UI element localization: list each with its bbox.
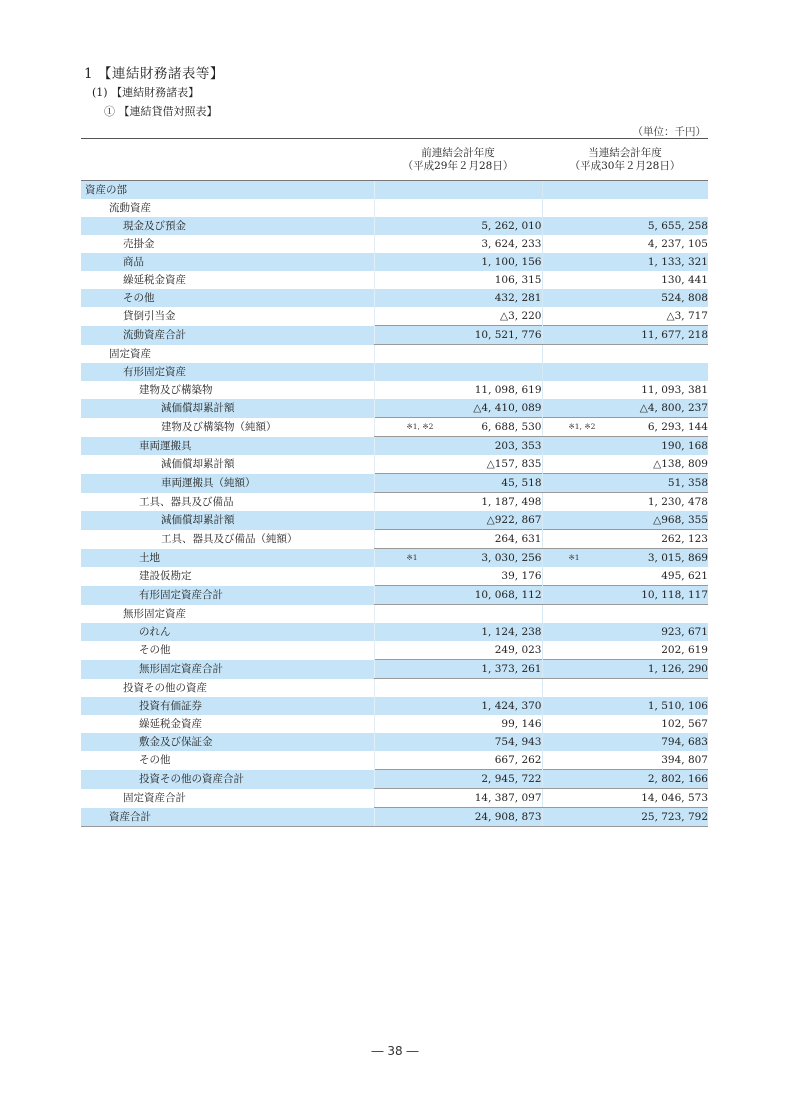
curr-value: 6, 293, 144 xyxy=(647,421,708,433)
curr-value-cell xyxy=(542,381,708,399)
header-curr-date: （平成30年２月28日） xyxy=(569,159,681,172)
prev-value: 432, 281 xyxy=(494,292,542,304)
curr-value: 190, 168 xyxy=(661,440,708,452)
table-row xyxy=(81,789,708,808)
prev-value-cell xyxy=(374,623,542,641)
row-label: のれん xyxy=(81,623,374,641)
prev-value-cell xyxy=(374,345,542,364)
prev-value: 754, 943 xyxy=(494,736,542,748)
curr-value-cell xyxy=(542,493,708,512)
prev-value: 3, 030, 256 xyxy=(481,552,542,564)
curr-value-cell xyxy=(542,418,708,437)
curr-value-cell xyxy=(542,679,708,698)
prev-value-cell xyxy=(374,199,542,217)
curr-value: 102, 567 xyxy=(661,718,708,730)
footnote-marker: ※1 xyxy=(568,553,580,562)
table-row xyxy=(81,271,708,289)
curr-value: 394, 807 xyxy=(661,754,708,766)
prev-value-cell xyxy=(374,567,542,586)
prev-value-cell xyxy=(374,641,542,660)
prev-value: △157, 835 xyxy=(486,458,542,470)
table-row xyxy=(81,235,708,253)
table-row xyxy=(81,567,708,586)
row-label: 建物及び構築物 xyxy=(139,384,213,396)
row-label: 繰延税金資産 xyxy=(123,274,186,286)
table-row xyxy=(81,623,708,641)
prev-value: △922, 867 xyxy=(486,514,542,526)
table-row xyxy=(81,733,708,751)
prev-value-cell xyxy=(374,253,542,271)
curr-value-cell xyxy=(542,326,708,345)
prev-value-cell xyxy=(374,289,542,307)
curr-value: 10, 118, 117 xyxy=(641,589,708,601)
table-row xyxy=(81,530,708,549)
table-row xyxy=(81,253,708,271)
prev-value: 11, 098, 619 xyxy=(474,384,542,396)
curr-value-cell xyxy=(542,289,708,307)
row-label: 敷金及び保証金 xyxy=(81,733,374,751)
row-label: 減価償却累計額 xyxy=(81,511,374,530)
prev-value: △3, 220 xyxy=(500,310,542,322)
row-label: 投資その他の資産 xyxy=(123,681,207,694)
curr-value: 130, 441 xyxy=(661,274,708,286)
curr-value-cell xyxy=(542,751,708,770)
prev-value: 203, 353 xyxy=(494,440,542,452)
prev-value: 1, 100, 156 xyxy=(481,256,542,268)
prev-value: 10, 068, 112 xyxy=(474,589,542,601)
curr-value-cell xyxy=(542,399,708,418)
table-row xyxy=(81,641,708,660)
prev-value-cell xyxy=(374,271,542,289)
prev-value: 1, 424, 370 xyxy=(481,700,542,712)
table-row xyxy=(81,511,708,530)
prev-value: 2, 945, 722 xyxy=(481,773,542,785)
table-row xyxy=(81,549,708,568)
footnote-marker: ※1 xyxy=(406,553,418,562)
row-label: 無形固定資産 xyxy=(123,607,186,620)
prev-value: 1, 187, 498 xyxy=(481,496,542,508)
table-row xyxy=(81,586,708,605)
row-label: 固定資産 xyxy=(109,347,151,360)
curr-value: △4, 800, 237 xyxy=(639,402,708,414)
subsection-heading: (1) 【連結財務諸表】 xyxy=(92,86,200,99)
curr-value: 1, 230, 478 xyxy=(647,496,708,508)
curr-value: 1, 510, 106 xyxy=(647,700,708,712)
page-number: ― 38 ― xyxy=(371,1044,419,1058)
curr-value-cell xyxy=(542,181,708,200)
prev-value-cell xyxy=(374,660,542,679)
prev-value-cell xyxy=(374,511,542,530)
curr-value-cell xyxy=(542,567,708,586)
curr-value-cell xyxy=(542,549,708,568)
header-prev-year xyxy=(374,139,542,181)
row-label: 工具、器具及び備品（純額） xyxy=(161,533,298,545)
curr-value-cell xyxy=(542,253,708,271)
curr-value-cell xyxy=(542,789,708,808)
table-row xyxy=(81,199,708,217)
table-row xyxy=(81,437,708,456)
prev-value-cell xyxy=(374,530,542,549)
table-row xyxy=(81,493,708,512)
row-label: 資産合計 xyxy=(81,808,374,827)
curr-value-cell xyxy=(542,217,708,235)
table-row xyxy=(81,363,708,381)
table-row xyxy=(81,455,708,474)
table-row xyxy=(81,808,708,827)
prev-value-cell xyxy=(374,217,542,235)
row-label: 無形固定資産合計 xyxy=(81,660,374,679)
curr-value-cell xyxy=(542,808,708,827)
curr-value: 4, 237, 105 xyxy=(647,238,708,250)
header-curr-year xyxy=(542,139,708,181)
row-label: 固定資産合計 xyxy=(123,792,186,804)
row-label: 現金及び預金 xyxy=(81,217,374,235)
prev-value-cell xyxy=(374,418,542,437)
prev-value-cell xyxy=(374,381,542,399)
prev-value-cell xyxy=(374,399,542,418)
prev-value-cell xyxy=(374,363,542,381)
curr-value-cell xyxy=(542,586,708,605)
row-label: 建設仮勘定 xyxy=(139,570,192,583)
prev-value: 249, 023 xyxy=(494,644,542,656)
prev-value-cell xyxy=(374,437,542,456)
table-row xyxy=(81,660,708,679)
table-row xyxy=(81,289,708,307)
row-label: 流動資産合計 xyxy=(81,326,374,345)
prev-value-cell xyxy=(374,679,542,698)
curr-value-cell xyxy=(542,660,708,679)
curr-value-cell xyxy=(542,363,708,381)
header-label-cell xyxy=(81,139,374,181)
table-row xyxy=(81,345,708,364)
curr-value: 923, 671 xyxy=(661,626,708,638)
prev-value-cell xyxy=(374,181,542,200)
curr-value-cell xyxy=(542,605,708,624)
prev-value: 45, 518 xyxy=(501,477,542,489)
row-label: その他 xyxy=(139,644,171,657)
table-row xyxy=(81,679,708,698)
prev-value: 6, 688, 530 xyxy=(481,421,542,433)
curr-value-cell xyxy=(542,715,708,733)
table-row xyxy=(81,418,708,437)
prev-value: 24, 908, 873 xyxy=(474,811,542,823)
table-row xyxy=(81,307,708,326)
curr-value: 262, 123 xyxy=(661,533,708,545)
curr-value: △138, 809 xyxy=(653,458,708,470)
table-body xyxy=(81,181,708,827)
prev-value: 3, 624, 233 xyxy=(481,238,542,250)
curr-value-cell xyxy=(542,623,708,641)
curr-value-cell xyxy=(542,511,708,530)
footnote-marker: ※1, ※2 xyxy=(406,422,434,431)
table-row xyxy=(81,181,708,200)
table-row xyxy=(81,474,708,493)
curr-value: △968, 355 xyxy=(653,514,708,526)
header-curr-title: 当連結会計年度 xyxy=(588,146,662,159)
prev-value: 264, 631 xyxy=(494,533,542,545)
row-label: 減価償却累計額 xyxy=(81,399,374,418)
row-label: 車両運搬具 xyxy=(81,437,374,456)
prev-value: 1, 124, 238 xyxy=(481,626,542,638)
row-label: 繰延税金資産 xyxy=(139,718,202,730)
table-row xyxy=(81,399,708,418)
curr-value-cell xyxy=(542,437,708,456)
prev-value: 14, 387, 097 xyxy=(474,792,542,804)
curr-value-cell xyxy=(542,530,708,549)
prev-value-cell xyxy=(374,307,542,326)
header-prev-date: （平成29年２月28日） xyxy=(402,159,514,172)
table-row xyxy=(81,751,708,770)
table-row xyxy=(81,697,708,715)
row-label: 貸倒引当金 xyxy=(123,310,176,323)
curr-value-cell xyxy=(542,235,708,253)
prev-value-cell xyxy=(374,586,542,605)
prev-value-cell xyxy=(374,770,542,789)
curr-value: 1, 126, 290 xyxy=(647,663,708,675)
row-label: 投資有価証券 xyxy=(81,697,374,715)
curr-value: 11, 677, 218 xyxy=(641,329,708,341)
row-label: 売掛金 xyxy=(123,238,155,250)
balance-sheet-table xyxy=(81,138,708,827)
table-row xyxy=(81,605,708,624)
curr-value: 794, 683 xyxy=(661,736,708,748)
row-label: 減価償却累計額 xyxy=(161,458,235,471)
footnote-marker: ※1, ※2 xyxy=(568,422,596,431)
prev-value-cell xyxy=(374,733,542,751)
row-label: 有形固定資産合計 xyxy=(81,586,374,605)
header-prev-title: 前連結会計年度 xyxy=(421,146,495,159)
curr-value-cell xyxy=(542,455,708,474)
table-row xyxy=(81,715,708,733)
curr-value: 1, 133, 321 xyxy=(647,256,708,268)
prev-value-cell xyxy=(374,715,542,733)
curr-value-cell xyxy=(542,770,708,789)
prev-value-cell xyxy=(374,808,542,827)
curr-value: 5, 655, 258 xyxy=(647,220,708,232)
table-header-row xyxy=(81,139,708,181)
curr-value: 2, 802, 166 xyxy=(647,773,708,785)
prev-value: 667, 262 xyxy=(494,754,542,766)
curr-value-cell xyxy=(542,199,708,217)
curr-value-cell xyxy=(542,474,708,493)
prev-value: △4, 410, 089 xyxy=(473,402,542,414)
prev-value-cell xyxy=(374,549,542,568)
row-label: その他 xyxy=(81,289,374,307)
curr-value-cell xyxy=(542,345,708,364)
curr-value-cell xyxy=(542,733,708,751)
table-row xyxy=(81,326,708,345)
section-heading: 1 【連結財務諸表等】 xyxy=(84,66,224,82)
prev-value-cell xyxy=(374,605,542,624)
row-label: 車両運搬具（純額） xyxy=(81,474,374,493)
prev-value: 106, 315 xyxy=(494,274,542,286)
curr-value: 14, 046, 573 xyxy=(641,792,708,804)
prev-value-cell xyxy=(374,326,542,345)
statement-title: ① 【連結貸借対照表】 xyxy=(104,105,218,118)
prev-value-cell xyxy=(374,751,542,770)
prev-value-cell xyxy=(374,493,542,512)
prev-value-cell xyxy=(374,789,542,808)
curr-value: 524, 808 xyxy=(661,292,708,304)
prev-value-cell xyxy=(374,235,542,253)
prev-value: 5, 262, 010 xyxy=(481,220,542,232)
row-label: 資産の部 xyxy=(81,181,374,200)
curr-value-cell xyxy=(542,697,708,715)
curr-value-cell xyxy=(542,271,708,289)
row-label: 有形固定資産 xyxy=(81,363,374,381)
row-label: 商品 xyxy=(81,253,374,271)
table-row xyxy=(81,381,708,399)
row-label: その他 xyxy=(139,754,171,767)
curr-value: 3, 015, 869 xyxy=(647,552,708,564)
curr-value: 25, 723, 792 xyxy=(641,811,708,823)
prev-value: 99, 146 xyxy=(501,718,542,730)
curr-value-cell xyxy=(542,641,708,660)
prev-value-cell xyxy=(374,697,542,715)
unit-label: （単位：千円） xyxy=(632,126,706,138)
row-label: 建物及び構築物（純額） xyxy=(161,421,277,433)
row-label: 流動資産 xyxy=(109,202,151,214)
row-label: 土地 xyxy=(81,549,374,568)
curr-value: △3, 717 xyxy=(666,310,708,322)
prev-value: 10, 521, 776 xyxy=(474,329,542,341)
curr-value: 11, 093, 381 xyxy=(641,384,708,396)
table-row xyxy=(81,770,708,789)
prev-value: 39, 176 xyxy=(501,570,542,582)
row-label: 工具、器具及び備品 xyxy=(139,495,234,508)
curr-value: 495, 621 xyxy=(661,570,708,582)
prev-value-cell xyxy=(374,474,542,493)
curr-value: 202, 619 xyxy=(661,644,708,656)
row-label: 投資その他の資産合計 xyxy=(81,770,374,789)
prev-value: 1, 373, 261 xyxy=(481,663,542,675)
curr-value: 51, 358 xyxy=(667,477,708,489)
table-row xyxy=(81,217,708,235)
curr-value-cell xyxy=(542,307,708,326)
prev-value-cell xyxy=(374,455,542,474)
